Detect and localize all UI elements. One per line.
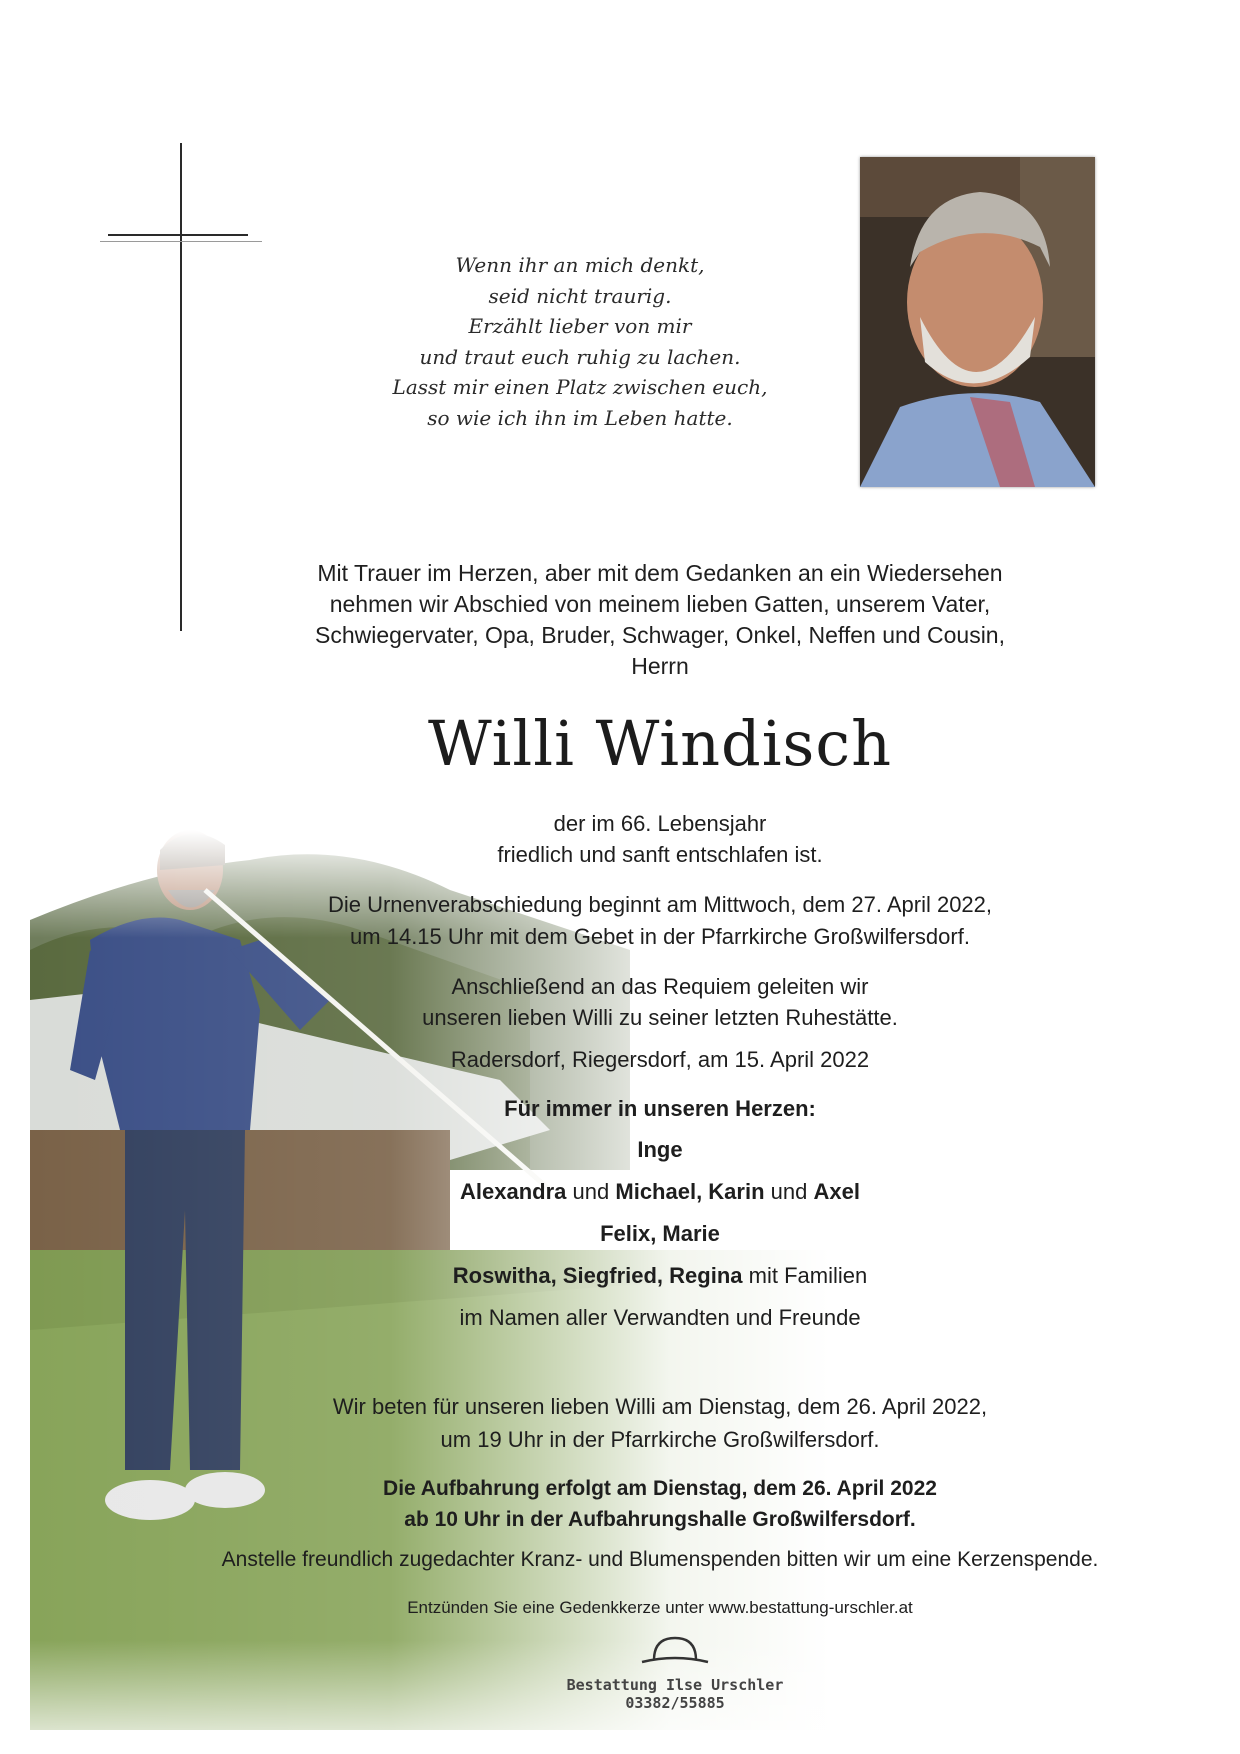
family-row	[160, 1179, 1160, 1221]
family-connector: und	[770, 1179, 808, 1204]
family-connector: mit Familien	[748, 1263, 868, 1288]
candle-note: Entzünden Sie eine Gedenkkerze unter www.bestattung-urschler.at	[407, 1598, 913, 1617]
funeral-home-phone: 03382/55885	[625, 1694, 725, 1712]
funeral-home	[520, 1676, 830, 1712]
family-row	[160, 1305, 1160, 1347]
family-row	[160, 1263, 1160, 1305]
laying-out-text	[160, 1473, 1160, 1535]
prayer-line: Wir beten für unseren lieben Willi am Dienstag, dem 26. April 2022,	[332, 1394, 988, 1419]
poem-line: Erzählt lieber von mir	[468, 314, 692, 338]
family-name: Inge	[637, 1137, 683, 1162]
poem-line: Wenn ihr an mich denkt,	[455, 253, 705, 277]
cross-bar-shadow	[100, 241, 262, 242]
laying-out-line: ab 10 Uhr in der Aufbahrungshalle Großwilfersdorf.	[404, 1508, 916, 1531]
intro-line: Schwiegervater, Opa, Bruder, Schwager, Onkel, Neffen und Cousin,	[315, 622, 1005, 648]
urn-line: um 14.15 Uhr mit dem Gebet in der Pfarrkirche Großwilfersdorf.	[350, 924, 970, 949]
family-list	[160, 1137, 1160, 1347]
family-note: im Namen aller Verwandten und Freunde	[459, 1305, 861, 1330]
intro-line: Mit Trauer im Herzen, aber mit dem Gedanken an ein Wiedersehen	[317, 560, 1003, 586]
requiem-line: unseren lieben Willi zu seiner letzten Ruhestätte.	[422, 1005, 898, 1030]
prayer-line: um 19 Uhr in der Pfarrkirche Großwilfersdorf.	[440, 1427, 880, 1452]
cross-bar	[108, 234, 248, 236]
age-line: der im 66. Lebensjahr	[553, 811, 767, 836]
family-name: Axel	[813, 1179, 860, 1204]
forever-heading: Für immer in unseren Herzen:	[504, 1096, 816, 1121]
passed-line: friedlich und sanft entschlafen ist.	[497, 842, 823, 867]
deceased-name: Willi Windisch	[427, 707, 893, 780]
laying-out-line: Die Aufbahrung erfolgt am Dienstag, dem 26. April 2022	[383, 1477, 937, 1500]
intro-line: nehmen wir Abschied von meinem lieben Gatten, unserem Vater,	[329, 591, 991, 617]
family-name: Alexandra	[460, 1179, 567, 1204]
urn-ceremony	[160, 889, 1160, 953]
poem-line: so wie ich ihn im Leben hatte.	[427, 405, 733, 430]
family-name: Felix, Marie	[600, 1221, 720, 1246]
intro-line: Herrn	[631, 653, 689, 679]
family-name: Michael, Karin	[615, 1179, 765, 1204]
age-text	[160, 808, 1160, 870]
funeral-home-logo-icon	[640, 1632, 710, 1672]
family-row	[160, 1221, 1160, 1263]
poem-line: Lasst mir einen Platz zwischen euch,	[392, 375, 768, 399]
poem-line: seid nicht traurig.	[488, 283, 672, 308]
prayer-text	[160, 1390, 1160, 1456]
portrait-photo	[860, 157, 1095, 487]
poem-line: und traut euch ruhig zu lachen.	[419, 344, 741, 369]
intro-text	[160, 558, 1160, 682]
poem	[360, 250, 800, 433]
urn-line: Die Urnenverabschiedung beginnt am Mittwoch, dem 27. April 2022,	[327, 892, 993, 917]
family-connector: und	[572, 1179, 610, 1204]
place-date: Radersdorf, Riegersdorf, am 15. April 2022	[450, 1047, 870, 1072]
funeral-home-name: Bestattung Ilse Urschler	[566, 1676, 784, 1694]
requiem-text	[160, 971, 1160, 1033]
family-row	[160, 1137, 1160, 1179]
wreath-note: Anstelle freundlich zugedachter Kranz- und Blumenspenden bitten wir um eine Kerzenspende.	[221, 1548, 1099, 1571]
requiem-line: Anschließend an das Requiem geleiten wir	[451, 974, 869, 999]
family-name: Roswitha, Siegfried, Regina	[452, 1263, 743, 1288]
